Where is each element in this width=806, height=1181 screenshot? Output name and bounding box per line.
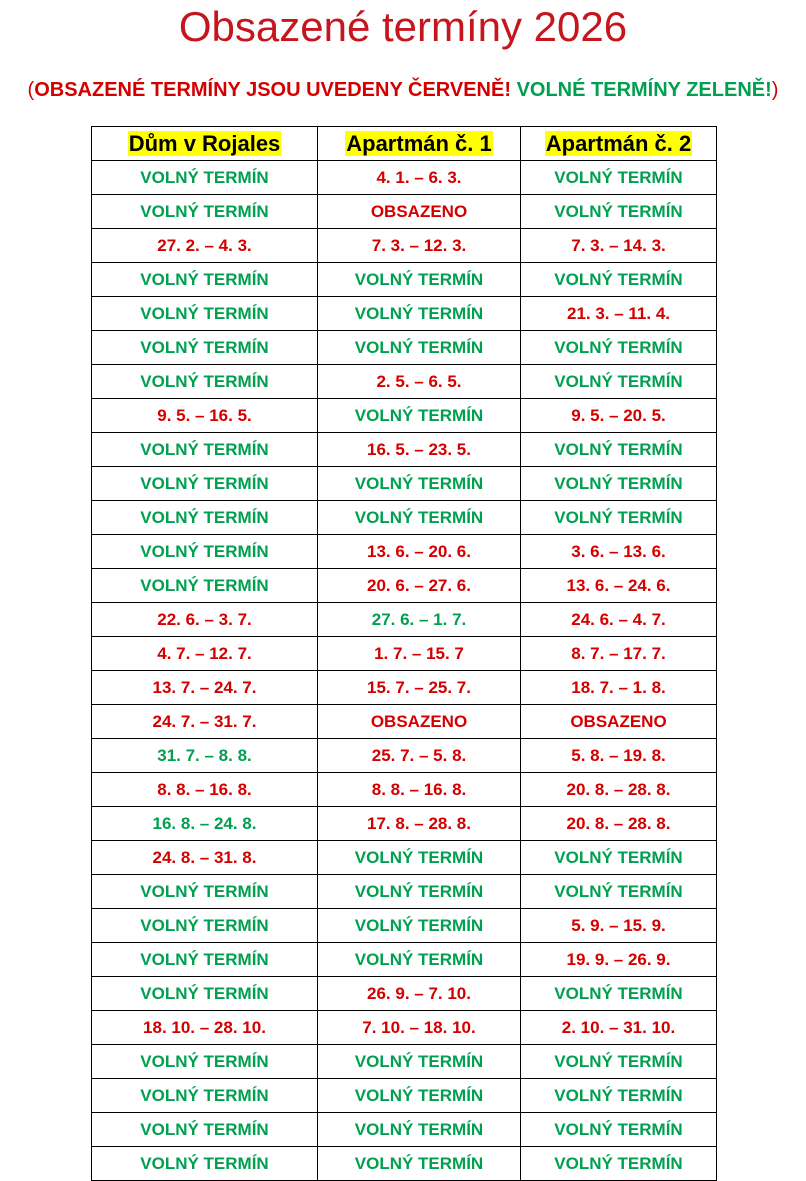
cell-apartment-2: 2. 10. – 31. 10. [521, 1011, 717, 1045]
cell-apartment-1: VOLNÝ TERMÍN [318, 331, 521, 365]
cell-house-rojales: VOLNÝ TERMÍN [92, 365, 318, 399]
booking-table-body [92, 161, 717, 1181]
cell-house-rojales: VOLNÝ TERMÍN [92, 195, 318, 229]
cell-apartment-2: 20. 8. – 28. 8. [521, 773, 717, 807]
cell-apartment-1: 4. 1. – 6. 3. [318, 161, 521, 195]
header-apartment-1 [318, 127, 521, 161]
cell-house-rojales: VOLNÝ TERMÍN [92, 909, 318, 943]
cell-apartment-2: VOLNÝ TERMÍN [521, 331, 717, 365]
page-title: Obsazené termíny 2026 [178, 3, 628, 50]
cell-house-rojales: VOLNÝ TERMÍN [92, 297, 318, 331]
cell-apartment-2: 18. 7. – 1. 8. [521, 671, 717, 705]
cell-house-rojales: 31. 7. – 8. 8. [92, 739, 318, 773]
cell-apartment-2: 13. 6. – 24. 6. [521, 569, 717, 603]
table-row [92, 365, 717, 399]
booking-table [91, 126, 717, 1181]
table-row [92, 1113, 717, 1147]
table-row [92, 501, 717, 535]
legend-note [0, 74, 806, 106]
cell-apartment-1: VOLNÝ TERMÍN [318, 501, 521, 535]
table-row [92, 467, 717, 501]
cell-apartment-1: VOLNÝ TERMÍN [318, 909, 521, 943]
table-row [92, 399, 717, 433]
cell-apartment-2: VOLNÝ TERMÍN [521, 977, 717, 1011]
table-row [92, 535, 717, 569]
header-house-rojales [92, 127, 318, 161]
table-row [92, 195, 717, 229]
table-row [92, 671, 717, 705]
table-row [92, 705, 717, 739]
table-row [92, 263, 717, 297]
cell-apartment-2: 3. 6. – 13. 6. [521, 535, 717, 569]
cell-house-rojales: VOLNÝ TERMÍN [92, 433, 318, 467]
cell-house-rojales: 9. 5. – 16. 5. [92, 399, 318, 433]
cell-apartment-2: 5. 9. – 15. 9. [521, 909, 717, 943]
cell-house-rojales: VOLNÝ TERMÍN [92, 977, 318, 1011]
cell-apartment-1: VOLNÝ TERMÍN [318, 841, 521, 875]
legend-free-text: VOLNÉ TERMÍNY ZELENĚ! [516, 79, 772, 101]
cell-apartment-1: VOLNÝ TERMÍN [318, 1113, 521, 1147]
table-row [92, 1079, 717, 1113]
cell-apartment-1: 2. 5. – 6. 5. [318, 365, 521, 399]
table-row [92, 331, 717, 365]
cell-apartment-1: 25. 7. – 5. 8. [318, 739, 521, 773]
legend-booked-text: OBSAZENÉ TERMÍNY JSOU UVEDENY ČERVENĚ! [34, 79, 511, 101]
cell-house-rojales: VOLNÝ TERMÍN [92, 943, 318, 977]
cell-apartment-2: VOLNÝ TERMÍN [521, 195, 717, 229]
cell-apartment-2: 19. 9. – 26. 9. [521, 943, 717, 977]
table-row [92, 773, 717, 807]
cell-house-rojales: 24. 8. – 31. 8. [92, 841, 318, 875]
cell-apartment-1: 26. 9. – 7. 10. [318, 977, 521, 1011]
cell-apartment-1: OBSAZENO [318, 195, 521, 229]
legend-close-paren: ) [771, 79, 779, 101]
cell-house-rojales: 8. 8. – 16. 8. [92, 773, 318, 807]
cell-apartment-1: 17. 8. – 28. 8. [318, 807, 521, 841]
cell-house-rojales: 13. 7. – 24. 7. [92, 671, 318, 705]
cell-apartment-2: VOLNÝ TERMÍN [521, 841, 717, 875]
cell-house-rojales: VOLNÝ TERMÍN [92, 1113, 318, 1147]
table-row [92, 161, 717, 195]
cell-house-rojales: 18. 10. – 28. 10. [92, 1011, 318, 1045]
cell-apartment-2: VOLNÝ TERMÍN [521, 1147, 717, 1181]
table-row [92, 841, 717, 875]
table-row [92, 909, 717, 943]
cell-apartment-2: 5. 8. – 19. 8. [521, 739, 717, 773]
cell-house-rojales: 27. 2. – 4. 3. [92, 229, 318, 263]
cell-house-rojales: 4. 7. – 12. 7. [92, 637, 318, 671]
table-row [92, 229, 717, 263]
cell-apartment-2: VOLNÝ TERMÍN [521, 263, 717, 297]
cell-apartment-1: 13. 6. – 20. 6. [318, 535, 521, 569]
cell-apartment-2: VOLNÝ TERMÍN [521, 467, 717, 501]
cell-house-rojales: VOLNÝ TERMÍN [92, 535, 318, 569]
cell-apartment-1: VOLNÝ TERMÍN [318, 1079, 521, 1113]
header-house-rojales-label: Dům v Rojales [128, 130, 281, 156]
cell-apartment-2: VOLNÝ TERMÍN [521, 433, 717, 467]
cell-house-rojales: VOLNÝ TERMÍN [92, 467, 318, 501]
cell-house-rojales: VOLNÝ TERMÍN [92, 331, 318, 365]
table-row [92, 875, 717, 909]
cell-apartment-1: 15. 7. – 25. 7. [318, 671, 521, 705]
header-row [92, 127, 717, 161]
cell-apartment-1: 7. 3. – 12. 3. [318, 229, 521, 263]
table-row [92, 297, 717, 331]
header-apartment-2 [521, 127, 717, 161]
cell-apartment-1: VOLNÝ TERMÍN [318, 263, 521, 297]
table-row [92, 603, 717, 637]
cell-apartment-2: 7. 3. – 14. 3. [521, 229, 717, 263]
cell-apartment-2: 8. 7. – 17. 7. [521, 637, 717, 671]
cell-apartment-2: 20. 8. – 28. 8. [521, 807, 717, 841]
cell-apartment-1: OBSAZENO [318, 705, 521, 739]
cell-house-rojales: VOLNÝ TERMÍN [92, 1079, 318, 1113]
table-row [92, 1011, 717, 1045]
cell-apartment-2: 24. 6. – 4. 7. [521, 603, 717, 637]
cell-apartment-2: VOLNÝ TERMÍN [521, 501, 717, 535]
cell-house-rojales: VOLNÝ TERMÍN [92, 569, 318, 603]
cell-apartment-2: VOLNÝ TERMÍN [521, 161, 717, 195]
cell-house-rojales: VOLNÝ TERMÍN [92, 1147, 318, 1181]
cell-apartment-1: VOLNÝ TERMÍN [318, 875, 521, 909]
cell-apartment-1: 27. 6. – 1. 7. [318, 603, 521, 637]
cell-house-rojales: 16. 8. – 24. 8. [92, 807, 318, 841]
cell-apartment-1: 16. 5. – 23. 5. [318, 433, 521, 467]
cell-apartment-1: VOLNÝ TERMÍN [318, 467, 521, 501]
table-row [92, 1045, 717, 1079]
table-row [92, 569, 717, 603]
cell-apartment-1: 8. 8. – 16. 8. [318, 773, 521, 807]
cell-house-rojales: VOLNÝ TERMÍN [92, 1045, 318, 1079]
booking-table-head [92, 127, 717, 161]
cell-apartment-2: VOLNÝ TERMÍN [521, 1079, 717, 1113]
cell-apartment-1: VOLNÝ TERMÍN [318, 943, 521, 977]
cell-apartment-2: 21. 3. – 11. 4. [521, 297, 717, 331]
table-row [92, 807, 717, 841]
cell-house-rojales: VOLNÝ TERMÍN [92, 875, 318, 909]
header-apartment-2-label: Apartmán č. 2 [545, 130, 692, 156]
cell-apartment-1: 1. 7. – 15. 7 [318, 637, 521, 671]
table-row [92, 433, 717, 467]
cell-house-rojales: VOLNÝ TERMÍN [92, 501, 318, 535]
cell-apartment-1: VOLNÝ TERMÍN [318, 1147, 521, 1181]
table-row [92, 977, 717, 1011]
cell-house-rojales: 24. 7. – 31. 7. [92, 705, 318, 739]
cell-house-rojales: VOLNÝ TERMÍN [92, 161, 318, 195]
table-row [92, 637, 717, 671]
cell-apartment-2: VOLNÝ TERMÍN [521, 1045, 717, 1079]
cell-apartment-2: VOLNÝ TERMÍN [521, 1113, 717, 1147]
legend-open-paren: ( [27, 79, 35, 101]
cell-apartment-2: VOLNÝ TERMÍN [521, 365, 717, 399]
table-row [92, 1147, 717, 1181]
cell-apartment-1: 7. 10. – 18. 10. [318, 1011, 521, 1045]
cell-apartment-1: VOLNÝ TERMÍN [318, 297, 521, 331]
cell-house-rojales: 22. 6. – 3. 7. [92, 603, 318, 637]
table-row [92, 943, 717, 977]
cell-apartment-2: OBSAZENO [521, 705, 717, 739]
cell-apartment-2: 9. 5. – 20. 5. [521, 399, 717, 433]
cell-apartment-1: VOLNÝ TERMÍN [318, 399, 521, 433]
cell-apartment-1: 20. 6. – 27. 6. [318, 569, 521, 603]
cell-house-rojales: VOLNÝ TERMÍN [92, 263, 318, 297]
cell-apartment-1: VOLNÝ TERMÍN [318, 1045, 521, 1079]
cell-apartment-2: VOLNÝ TERMÍN [521, 875, 717, 909]
table-row [92, 739, 717, 773]
header-apartment-1-label: Apartmán č. 1 [346, 130, 492, 156]
